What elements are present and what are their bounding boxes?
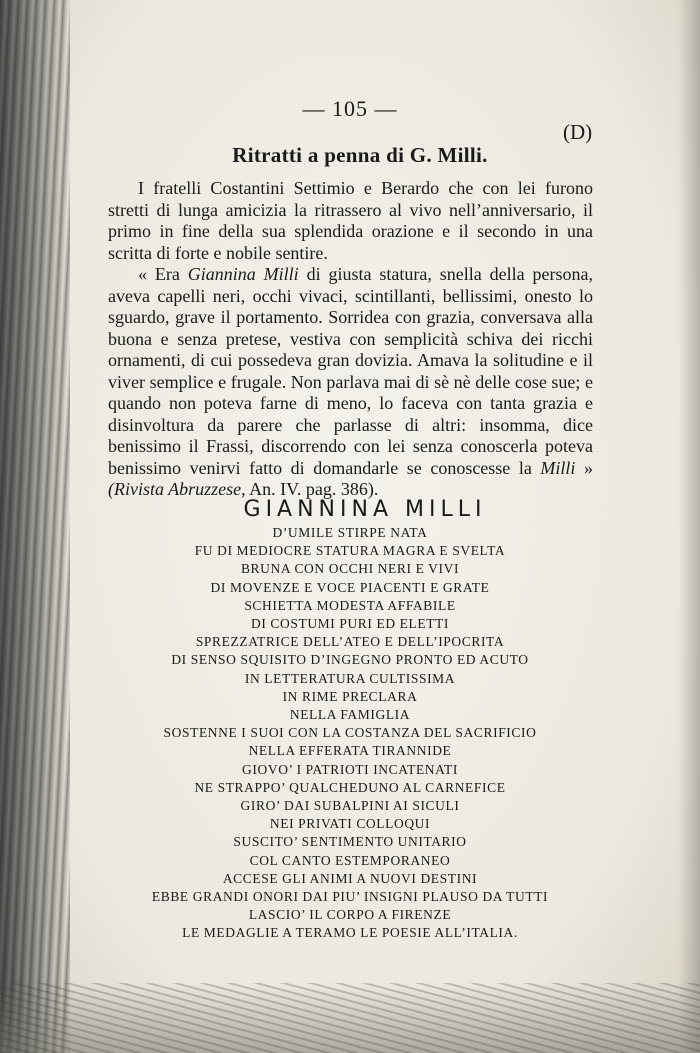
epitaph-line: IN LETTERATURA CULTISSIMA xyxy=(244,670,456,686)
epitaph-line: LE MEDAGLIE A TERAMO LE POESIE ALL’ITALIA. xyxy=(182,925,518,941)
quote-text: » xyxy=(575,457,593,478)
epitaph-line: GIOVO’ I PATRIOTI INCATENATI xyxy=(242,761,458,777)
quote-name: Milli xyxy=(540,457,576,478)
epitaph-line: ACCESE GLI ANIMI A NUOVI DESTINI xyxy=(222,870,478,886)
epitaph-line: NEI PRIVATI COLLOQUI xyxy=(269,816,431,832)
epitaph-line: LASCIO’ IL CORPO A FIRENZE xyxy=(248,907,452,923)
paragraph-intro: I fratelli Costantini Settimio e Berardo che con lei furono stretti di lunga amicizia la ritrassero al vivo nell’anniversario, il primo in fine della sua splendida orazione e il secondo in una scritta di forte e nobile sentire. xyxy=(108,178,593,263)
epitaph-line: NE STRAPPO’ QUALCHEDUNO AL CARNEFICE xyxy=(194,779,506,795)
epitaph-line: GIRO’ DAI SUBALPINI AI SICULI xyxy=(240,798,460,814)
epitaph-line: D’UMILE STIRPE NATA xyxy=(272,525,428,540)
epitaph-line: NELLA FAMIGLIA xyxy=(289,707,411,723)
page-title: Ritratti a penna di G. Milli. xyxy=(232,143,488,167)
page-number: — 105 — xyxy=(302,96,398,121)
quote-name: Giannina Milli xyxy=(187,264,299,284)
epitaph-line: DI MOVENZE E VOCE PIACENTI E GRATE xyxy=(210,579,490,595)
quote-text: « Era xyxy=(138,264,188,284)
epitaph-line: DI SENSO SQUISITO D’INGEGNO PRONTO ED ACUTO xyxy=(171,652,529,668)
epitaph-line: COL CANTO ESTEMPORANEO xyxy=(249,852,451,868)
epitaph-line: DI COSTUMI PURI ED ELETTI xyxy=(251,616,449,632)
epitaph-line: SOSTENNE I SUOI CON LA COSTANZA DEL SACRIFICIO xyxy=(163,725,537,741)
body-text xyxy=(108,178,593,501)
epitaph-line: SCHIETTA MODESTA AFFABILE xyxy=(244,597,456,613)
epitaph-lines xyxy=(100,524,600,943)
quote-source: (Rivista Abruzzese, xyxy=(108,479,246,499)
paragraph-quote xyxy=(108,264,593,501)
epitaph xyxy=(100,497,600,943)
section-marker: (D) xyxy=(563,120,593,144)
epitaph-line: IN RIME PRECLARA xyxy=(282,688,418,704)
epitaph-line: SUSCITO’ SENTIMENTO UNITARIO xyxy=(233,834,467,850)
epitaph-line: EBBE GRANDI ONORI DAI PIU’ INSIGNI PLAUSO DA TUTTI xyxy=(151,889,549,905)
epitaph-title: GIANNINA MILLI xyxy=(243,497,487,522)
epitaph-line: BRUNA CON OCCHI NERI E VIVI xyxy=(240,561,460,577)
epitaph-line: SPREZZATRICE DELL’ATEO E DELL’IPOCRITA xyxy=(195,634,505,650)
quote-text: An. IV. pag. 386). xyxy=(245,479,379,499)
quote-text: di giusta statura, snella della persona, aveva capelli neri, occhi vivaci, scintillanti, bellissimi, onesto lo sguardo, grave il portamento. Sorridea con grazia, conversava alla buona e senza pretese, vestiva con semplicità schiva dei ricchi ornamenti, di cui possedeva gran dovizia. Amava la solitudine e il viver semplice e frugale. Non parlava mai di sè nè delle cose sue; e quando non poteva farne di meno, lo faceva con tanta grazia e disinvoltura da parere che parlasse di altri: insomma, dice benissimo il Frassi, discorrendo con lei senza conoscerla poteva benissimo venirvi fatto di domandarle se conoscesse la xyxy=(108,264,594,478)
epitaph-line: NELLA EFFERATA TIRANNIDE xyxy=(248,743,452,759)
page-bottom-shadow xyxy=(0,983,700,1053)
epitaph-line: FU DI MEDIOCRE STATURA MAGRA E SVELTA xyxy=(194,543,506,559)
